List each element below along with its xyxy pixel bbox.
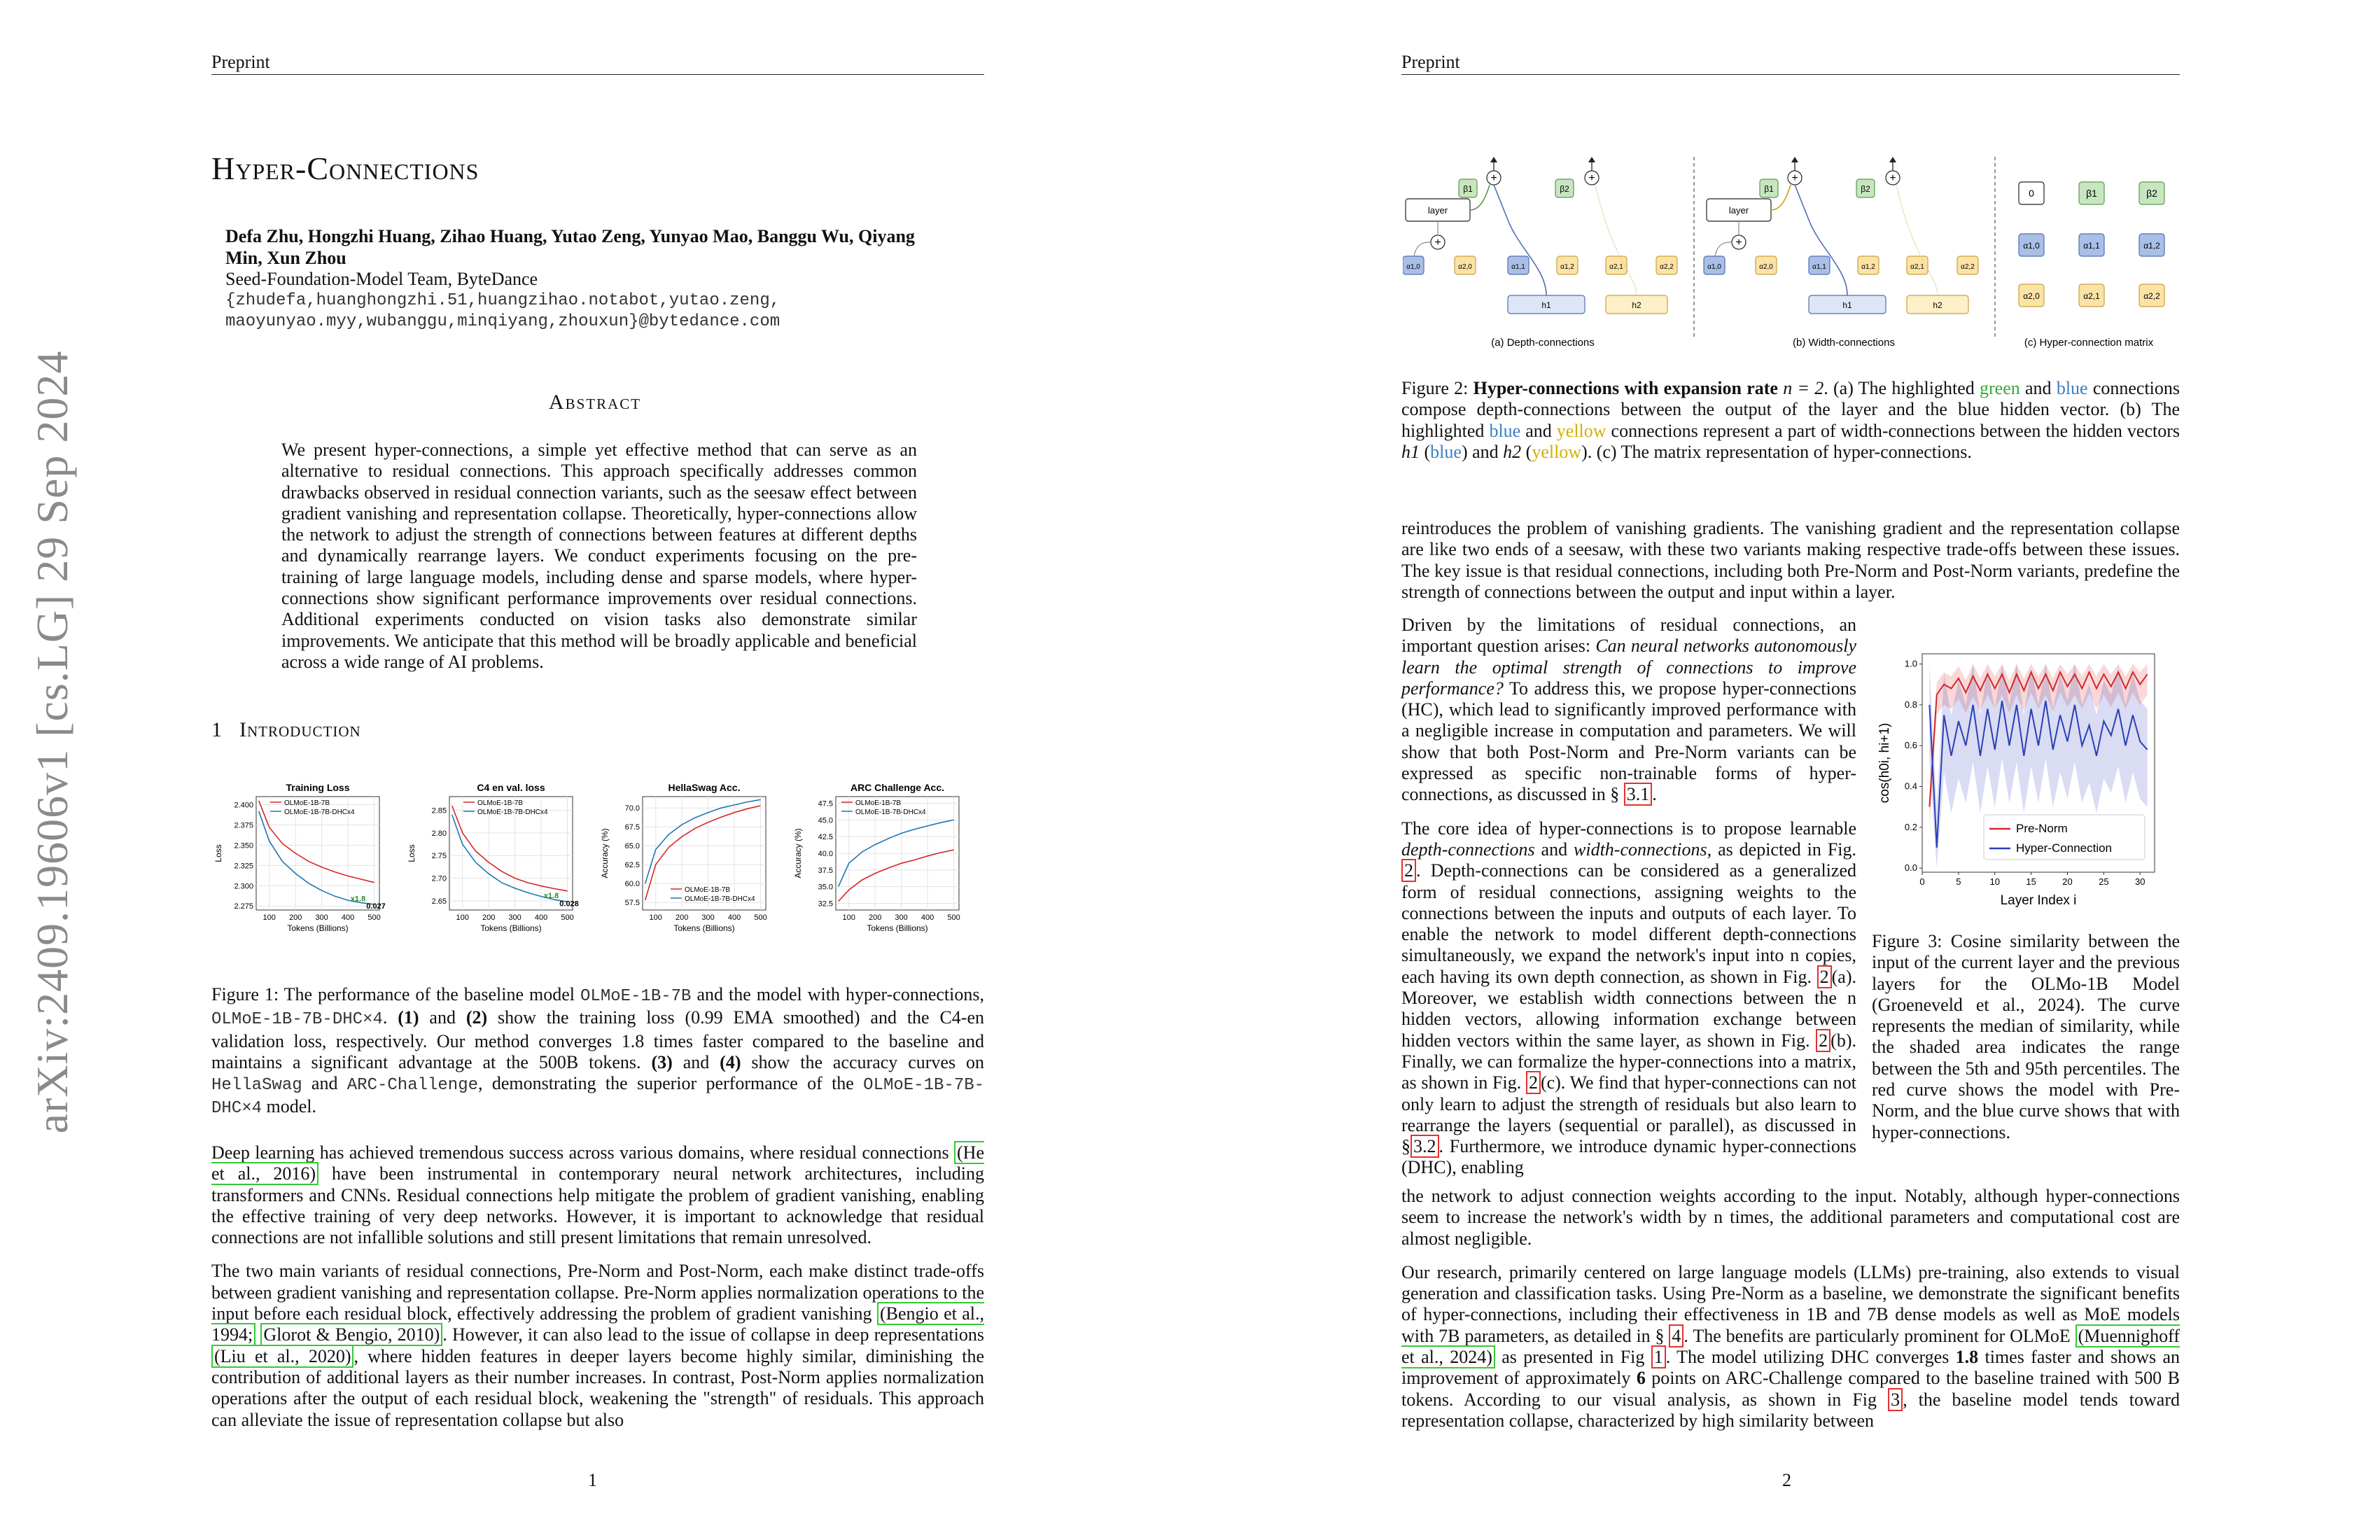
figure-1-caption: Figure 1: The performance of the baseline model OLMoE-1B-7B and the model with hyper-connections, OLMoE-1B-7B-DHC×4. (1) and (2) show the training loss (0.99 EMA smoothed) and the C4-en validation loss, respectively. Our method converges 1.8 times faster compared to the baseline and maintains a significant advantage at the 500B tokens. (3) and (4) show the accuracy curves on HellaSwag and ARC-Challenge, demonstrating the superior performance of the OLMoE-1B-7B-DHC×4 model. xyxy=(211,984,985,1119)
section-ref-link[interactable]: 3.1 xyxy=(1624,783,1653,806)
sum-node-symbol: + xyxy=(1588,172,1595,184)
y-tick-label: 70.0 xyxy=(624,804,640,813)
running-header: Preprint xyxy=(1401,52,1460,72)
y-tick-label: 0.4 xyxy=(1904,780,1917,792)
arxiv-stamp[interactable] xyxy=(14,350,91,1134)
page-number: 2 xyxy=(1782,1470,1791,1490)
matrix-cell-label: β1 xyxy=(2086,188,2097,199)
alpha-box-label: α2,0 xyxy=(1458,263,1472,271)
legend-entry: OLMoE-1B-7B-DHCx4 xyxy=(284,808,355,816)
x-tick-label: 500 xyxy=(754,913,767,922)
figure-2-caption: Figure 2: Hyper-connections with expansion rate n = 2. (a) The highlighted green and blue connections compose depth-connections between the output of the layer and the blue hidden vector. (b) The highlighted blue and yellow connections represent a part of width-connections between the hidden vectors h1 (blue) and h2 (yellow). (c) The matrix representation of hyper-connections. xyxy=(1401,378,2180,462)
output-arrow-head xyxy=(1490,157,1497,162)
hidden-vector-h1-label: h1 xyxy=(1541,300,1551,310)
alpha-box-label: α1,1 xyxy=(1812,263,1826,271)
x-tick-label: 500 xyxy=(561,913,574,922)
matrix-cell-label: α1,2 xyxy=(2143,241,2160,251)
alpha-box-label: α1,0 xyxy=(1707,263,1721,271)
hidden-vector-h2-label: h2 xyxy=(1632,300,1642,310)
citation-link[interactable]: (He et al., 2016) xyxy=(211,1142,984,1184)
section-ref-link[interactable]: 4 xyxy=(1669,1324,1684,1348)
y-tick-label: 37.5 xyxy=(818,866,833,875)
subfigure-label: (c) Hyper-connection matrix xyxy=(2024,337,2154,349)
chart-panel xyxy=(793,782,960,933)
hidden-vector-h2-label: h2 xyxy=(1933,300,1942,310)
legend-entry: OLMoE-1B-7B-DHCx4 xyxy=(685,895,755,903)
beta-box-label: β2 xyxy=(1861,184,1870,194)
body-column-wrap xyxy=(1401,615,1856,1191)
alpha-box-label: α2,1 xyxy=(1609,263,1623,271)
figure-ref-link[interactable]: 2 xyxy=(1817,965,1832,988)
x-tick-label: 15 xyxy=(2026,876,2036,887)
y-axis-label: Loss xyxy=(214,844,223,862)
emails-line-2: maoyunyao.myy,wubanggu,minqiyang,zhouxun}@bytedance.com xyxy=(225,312,780,331)
y-tick-label: 2.65 xyxy=(431,897,447,906)
annotation-label: x1.8 xyxy=(543,892,559,901)
alpha-box-label: α1,0 xyxy=(1406,263,1420,271)
y-tick-label: 1.0 xyxy=(1904,658,1917,669)
body-paragraph-3: The core idea of hyper-connections is to propose learnable depth-connections and width-connections, as depicted in Fig. 2 . Depth-connections can be considered as a generalized form of residual connections, assigning weights to the connections between the inputs and outputs of each layer. To enable the network to model different depth-connections simultaneously, we expand the network's input into n copies, each having its own depth connection, as shown in Fig. 2 (a). Moreover, we establish width connections between the n hidden vectors, allowing information exchange between hidden vectors within the same layer, as shown in Fig. 2 (b). Finally, we can formalize the hyper-connections into a matrix, as shown in Fig. 2 (c). We find that hyper-connections can not only learn to adjust the strength of residuals but also learn to rearrange the layers (sequential or parallel), as discussed in § 3.2 . Furthermore, we introduce dynamic hyper-connections (DHC), enabling xyxy=(1401,818,1856,1178)
intro-body xyxy=(211,1142,984,1443)
matrix-cell-label: α1,0 xyxy=(2023,241,2040,251)
x-tick-label: 100 xyxy=(456,913,469,922)
x-axis-label: Tokens (Billions) xyxy=(867,923,928,933)
x-tick-label: 400 xyxy=(920,913,934,922)
x-tick-label: 25 xyxy=(2099,876,2109,887)
alpha-box-label: α2,1 xyxy=(1910,263,1924,271)
figure-ref-link[interactable]: 3 xyxy=(1888,1388,1903,1411)
output-arrow-head xyxy=(1588,157,1595,162)
x-tick-label: 300 xyxy=(701,913,715,922)
beta-box-label: β1 xyxy=(1764,184,1774,194)
x-tick-label: 200 xyxy=(675,913,689,922)
alpha-box-label: α2,0 xyxy=(1759,263,1773,271)
figure-ref-link[interactable]: 2 xyxy=(1816,1029,1830,1052)
y-tick-label: 62.5 xyxy=(624,861,640,870)
matrix-cell-label: α2,0 xyxy=(2023,291,2040,301)
x-tick-label: 400 xyxy=(727,913,741,922)
header-rule xyxy=(1401,74,2180,75)
chart-title: ARC Challenge Acc. xyxy=(850,782,945,793)
affiliation: Seed-Foundation-Model Team, ByteDance xyxy=(225,269,538,289)
x-tick-label: 400 xyxy=(534,913,548,922)
legend-entry: Pre-Norm xyxy=(2016,822,2068,835)
figure-2-diagram xyxy=(1403,157,2181,351)
annotation-label: 0.028 xyxy=(559,899,579,909)
beta-box-label: β1 xyxy=(1463,184,1473,194)
layer-block-label: layer xyxy=(1427,205,1448,216)
connection-path xyxy=(1494,185,1546,295)
y-axis-label: Accuracy (%) xyxy=(793,828,803,878)
x-tick-label: 30 xyxy=(2135,876,2146,887)
citation-link[interactable]: (Bengio et al., 1994; xyxy=(211,1303,985,1345)
sum-node-symbol: + xyxy=(1434,237,1441,248)
y-tick-label: 45.0 xyxy=(818,816,833,825)
author-list: Defa Zhu, Hongzhi Huang, Zihao Huang, Yutao Zeng, Yunyao Mao, Banggu Wu, Qiyang Min, Xun Zhou xyxy=(225,226,915,268)
body-lower xyxy=(1401,1186,2180,1444)
x-tick-label: 300 xyxy=(508,913,522,922)
y-tick-label: 0.8 xyxy=(1904,699,1917,710)
abstract-text: We present hyper-connections, a simple yet effective method that can serve as an alternative to residual connections. This approach specifically addresses common drawbacks observed in residual connection variants, such as the seesaw effect between gradient vanishing and representation collapse. Theoretically, hyper-connections allow the network to adjust the strength of connections between features at different depths and dynamically rearrange layers. We conduct experiments focusing on the pre-training of large language models, including dense and sparse models, where hyper-connections show significant performance improvements over residual connections. Additional experiments conducted on vision tasks also demonstrate similar improvements. We anticipate that this method will be broadly applicable and beneficial across a wide range of AI problems. xyxy=(281,440,917,672)
y-tick-label: 0.2 xyxy=(1904,821,1917,832)
y-tick-label: 2.325 xyxy=(234,862,253,871)
intro-paragraph-2: The two main variants of residual connections, Pre-Norm and Post-Norm, each make distinct trade-offs between gradient vanishing and representation collapse. Pre-Norm applies normalization operations to the input before each residual block, effectively addressing the problem of gradient vanishing (Bengio et al., 1994; Glorot & Bengio, 2010) . However, it can also lead to the issue of collapse in deep representations (Liu et al., 2020) , where hidden features in deeper layers become highly similar, diminishing the contribution of additional layers as their number increases. In contrast, Post-Norm applies normalization operations after the output of each residual block, weakening the "strength" of residuals. This approach can alleviate the issue of representation collapse but also xyxy=(211,1261,985,1430)
x-tick-label: 300 xyxy=(895,913,908,922)
citation-link[interactable]: Glorot & Bengio, 2010) xyxy=(260,1323,442,1346)
x-tick-label: 20 xyxy=(2062,876,2073,887)
legend-entry: OLMoE-1B-7B xyxy=(284,799,330,807)
y-axis-label: Accuracy (%) xyxy=(600,828,610,878)
matrix-cell-label: α2,1 xyxy=(2083,291,2100,301)
figure-ref-link[interactable]: 2 xyxy=(1526,1071,1541,1094)
x-tick-label: 200 xyxy=(482,913,496,922)
chart-title: HellaSwag Acc. xyxy=(668,782,741,793)
body-paragraph-1: reintroduces the problem of vanishing gradients. The vanishing gradient and the representation collapse are like two ends of a seesaw, with these two variants making respective trade-offs between these issues. The key issue is that residual connections, including both Pre-Norm and Post-Norm variants, predefine the strength of connections between the output and input within a layer. xyxy=(1401,518,2180,602)
y-tick-label: 57.5 xyxy=(624,899,640,908)
matrix-cell-label: β2 xyxy=(2146,188,2157,199)
connection-path xyxy=(1896,185,1938,295)
x-tick-label: 5 xyxy=(1956,876,1961,887)
layer-block-label: layer xyxy=(1728,205,1749,216)
legend-entry: OLMoE-1B-7B xyxy=(855,799,902,807)
y-tick-label: 40.0 xyxy=(818,850,833,858)
figure-1-charts xyxy=(211,781,984,944)
citation-link[interactable]: (Muennighoff et al., 2024) xyxy=(1401,1325,2180,1368)
subfigure-label: (a) Depth-connections xyxy=(1491,337,1595,349)
y-tick-label: 2.80 xyxy=(431,829,447,838)
section-ref-link[interactable]: 3.2 xyxy=(1410,1135,1439,1158)
legend-entry: OLMoE-1B-7B xyxy=(685,886,731,894)
y-tick-label: 47.5 xyxy=(818,799,833,808)
sum-node-symbol: + xyxy=(1889,172,1896,184)
figure-ref-link[interactable]: 2 xyxy=(1401,859,1416,882)
sum-node-symbol: + xyxy=(1490,172,1497,184)
y-tick-label: 2.85 xyxy=(431,806,447,816)
emails-line-1: {zhudefa,huanghongzhi.51,huangzihao.notabot,yutao.zeng, xyxy=(225,291,780,310)
hidden-vector-h1-label: h1 xyxy=(1842,300,1852,310)
x-tick-label: 100 xyxy=(262,913,276,922)
body-paragraph-3-tail: the network to adjust connection weights according to the input. Notably, although hyper-connections seem to increase the network's width by n times, the additional parameters and computational cost are almost negligible. xyxy=(1401,1186,2180,1249)
x-tick-label: 200 xyxy=(288,913,302,922)
sum-node-symbol: + xyxy=(1735,237,1742,248)
x-tick-label: 100 xyxy=(649,913,662,922)
y-tick-label: 2.70 xyxy=(431,874,447,883)
section-heading: 1 Introduction xyxy=(211,718,361,741)
x-tick-label: 0 xyxy=(1919,876,1925,887)
legend-entry: OLMoE-1B-7B xyxy=(477,799,524,807)
header-rule xyxy=(211,74,984,75)
y-tick-label: 35.0 xyxy=(818,883,833,892)
paper-title: Hyper-Connections xyxy=(211,150,479,186)
y-tick-label: 0.0 xyxy=(1904,862,1917,874)
legend-entry: OLMoE-1B-7B-DHCx4 xyxy=(855,808,926,816)
y-tick-label: 42.5 xyxy=(818,833,833,842)
intro-paragraph-1: Deep learning has achieved tremendous success across various domains, where residual connections (He et al., 2016) have been instrumental in contemporary neural network architectures, including transformers and CNNs. Residual connections help mitigate the problem of gradient vanishing, enabling the effective training of very deep networks. However, it is important to acknowledge that residual connections are not infallible solutions and still present limitations that remain unresolved. xyxy=(211,1142,984,1248)
chart-panel xyxy=(214,782,386,933)
legend-entry: OLMoE-1B-7B-DHCx4 xyxy=(477,808,548,816)
running-header: Preprint xyxy=(211,52,270,72)
y-axis-label: cos(h0i, hi+1) xyxy=(1877,722,1892,804)
x-tick-label: 500 xyxy=(368,913,381,922)
matrix-cell-label: 0 xyxy=(2029,188,2034,199)
y-tick-label: 2.350 xyxy=(234,841,253,850)
chart-panel xyxy=(407,782,579,933)
y-tick-label: 65.0 xyxy=(624,842,640,851)
y-tick-label: 60.0 xyxy=(624,880,640,889)
x-axis-label: Tokens (Billions) xyxy=(480,923,542,933)
matrix-cell-label: α1,1 xyxy=(2083,241,2100,251)
y-tick-label: 2.375 xyxy=(234,821,253,830)
citation-link[interactable]: (Liu et al., 2020) xyxy=(211,1345,354,1368)
x-tick-label: 500 xyxy=(947,913,960,922)
annotation-label: x1.8 xyxy=(350,895,366,904)
x-axis-label: Layer Index i xyxy=(2000,893,2077,908)
y-tick-label: 2.75 xyxy=(431,852,447,861)
y-tick-label: 67.5 xyxy=(624,823,640,832)
y-tick-label: 2.275 xyxy=(234,902,253,911)
subfigure-label: (b) Width-connections xyxy=(1793,337,1895,349)
x-tick-label: 100 xyxy=(842,913,855,922)
y-axis-label: Loss xyxy=(407,844,416,862)
matrix-cell-label: α2,2 xyxy=(2143,291,2160,301)
x-tick-label: 400 xyxy=(341,913,355,922)
page-2 xyxy=(1190,0,2380,1540)
y-tick-label: 32.5 xyxy=(818,899,833,909)
sum-node-symbol: + xyxy=(1791,172,1798,184)
connection-path xyxy=(1595,185,1637,295)
annotation-label: 0.027 xyxy=(366,902,386,911)
connection-path xyxy=(1795,185,1847,295)
body-paragraph-2: Driven by the limitations of residual connections, an important question arises: Can neural networks autonomously learn the optimal strength of connections to improve performance? To address this, we propose hyper-connections (HC), which lead to significantly improved performance with a negligible increase in computation and parameters. We will show that both Post-Norm and Pre-Norm variants can be expressed as specific non-trainable forms of hyper-connections, as discussed in § 3.1 . xyxy=(1401,615,1856,805)
body-paragraph-4: Our research, primarily centered on large language models (LLMs) pre-training, also extends to visual generation and classification tasks. Using Pre-Norm as a baseline, we demonstrate the significant benefits of hyper-connections, including their effectiveness in 1B and 7B dense models as well as MoE models with 7B parameters, as detailed in § 4 . The benefits are particularly prominent for OLMoE (Muennighoff et al., 2024) as presented in Fig 1 . The model utilizing DHC converges 1.8 times faster and shows an improvement of approximately 6 points on ARC-Challenge compared to the baseline trained with 500 B tokens. According to our visual analysis, as shown in Fig 3 , the baseline model tends toward representation collapse, characterized by high similarity between xyxy=(1401,1261,2180,1431)
x-axis-label: Tokens (Billions) xyxy=(673,923,735,933)
page-number: 1 xyxy=(588,1470,597,1490)
figure-3-chart xyxy=(1872,644,2166,917)
y-tick-label: 0.6 xyxy=(1904,740,1917,751)
output-arrow-head xyxy=(1889,157,1896,162)
figure-ref-link[interactable]: 1 xyxy=(1651,1345,1666,1368)
chart-panel xyxy=(600,782,767,933)
alpha-box-label: α1,1 xyxy=(1511,263,1525,271)
y-tick-label: 2.400 xyxy=(234,801,253,810)
x-tick-label: 300 xyxy=(315,913,328,922)
chart-title: Training Loss xyxy=(286,782,350,793)
beta-box-label: β2 xyxy=(1560,184,1569,194)
arxiv-stamp-text: arXiv:2409.19606v1 [cs.LG] 29 Sep 2024 xyxy=(27,350,77,1134)
alpha-box-label: α2,2 xyxy=(1660,263,1674,271)
x-tick-label: 200 xyxy=(868,913,882,922)
alpha-box-label: α1,2 xyxy=(1861,263,1875,271)
alpha-box-label: α1,2 xyxy=(1560,263,1574,271)
author-emails[interactable] xyxy=(225,290,780,332)
output-arrow-head xyxy=(1791,157,1798,162)
legend-entry: Hyper-Connection xyxy=(2016,841,2113,855)
y-tick-label: 2.300 xyxy=(234,882,253,891)
chart-title: C4 en val. loss xyxy=(477,782,545,793)
x-axis-label: Tokens (Billions) xyxy=(287,923,349,933)
x-tick-label: 10 xyxy=(1989,876,2000,887)
figure-3-caption: Figure 3: Cosine similarity between the input of the current layer and the previous layers for the OLMo-1B Model (Groeneveld et al., 2024). The curve represents the median of similarity, while the shaded area indicates the range between the 5th and 95th percentiles. The red curve shows the model with Pre-Norm, and the blue curve shows that with hyper-connections. xyxy=(1872,931,2180,1142)
abstract-heading: Abstract xyxy=(548,391,642,414)
alpha-box-label: α2,2 xyxy=(1961,263,1975,271)
